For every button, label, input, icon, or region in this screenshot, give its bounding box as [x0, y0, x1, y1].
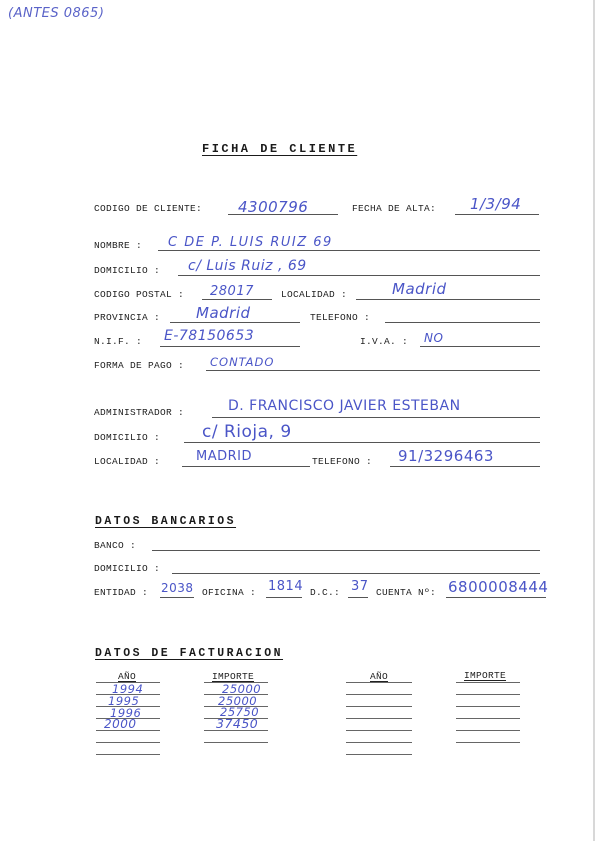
oficina-label: OFICINA :: [202, 587, 257, 598]
billing-empty-line: [456, 742, 520, 743]
billing-empty-line: [346, 742, 412, 743]
entidad-line: [160, 597, 194, 598]
dc-line: [348, 597, 368, 598]
localidad-label: LOCALIDAD :: [281, 289, 348, 300]
dc-label: D.C.:: [310, 587, 341, 598]
billing-empty-line: [204, 742, 268, 743]
billing-row-amount[interactable]: 25750: [220, 705, 260, 719]
administrador-value[interactable]: D. FRANCISCO JAVIER ESTEBAN: [228, 398, 461, 414]
billing-row-year[interactable]: 1996: [110, 706, 142, 720]
fecha-alta-line: [455, 214, 539, 215]
billing-head-line: [456, 682, 520, 683]
billing-row-amount[interactable]: 25000: [218, 694, 258, 708]
billing-empty-line: [346, 754, 412, 755]
telefono-line: [385, 322, 540, 323]
billing-empty-line: [456, 706, 520, 707]
billing-empty-line: [456, 730, 520, 731]
banco-line: [152, 550, 540, 551]
billing-head-line: [346, 682, 412, 683]
billing-empty-line: [346, 694, 412, 695]
iva-value[interactable]: NO: [424, 331, 444, 345]
nif-label: N.I.F. :: [94, 336, 143, 347]
billing-row-year[interactable]: 1995: [108, 694, 140, 708]
bank-domicilio-label: DOMICILIO :: [94, 563, 161, 574]
billing-row-amount[interactable]: 37450: [216, 716, 259, 731]
forma-pago-value[interactable]: CONTADO: [210, 355, 275, 369]
domicilio-line: [178, 275, 540, 276]
billing-col-year-2: AÑO: [370, 671, 389, 682]
fecha-alta-value[interactable]: 1/3/94: [470, 195, 522, 213]
billing-col-amount-1: IMPORTE: [212, 671, 255, 682]
billing-col-amount-2: IMPORTE: [464, 670, 507, 681]
localidad-value[interactable]: Madrid: [392, 280, 447, 298]
corner-note: (ANTES 0865): [8, 6, 105, 21]
oficina-line: [266, 597, 302, 598]
telefono-label: TELEFONO :: [310, 312, 371, 323]
billing-col-year-1: AÑO: [118, 671, 137, 682]
billing-empty-line: [96, 754, 160, 755]
nombre-line: [158, 250, 540, 251]
entidad-label: ENTIDAD :: [94, 587, 149, 598]
forma-pago-label: FORMA DE PAGO :: [94, 360, 185, 371]
billing-empty-line: [346, 718, 412, 719]
billing-row-amount[interactable]: 25000: [222, 682, 262, 696]
nif-value[interactable]: E-78150653: [164, 328, 255, 344]
iva-label: I.V.A. :: [360, 336, 409, 347]
billing-empty-line: [346, 730, 412, 731]
nombre-value[interactable]: C DE P. LUIS RUIZ 69: [168, 235, 333, 250]
domicilio-value[interactable]: c/ Luis Ruiz , 69: [188, 258, 307, 274]
bank-section-title: DATOS BANCARIOS: [95, 515, 237, 528]
cuenta-label: CUENTA Nº:: [376, 587, 437, 598]
entidad-value[interactable]: 2038: [161, 581, 194, 595]
provincia-line: [170, 322, 300, 323]
nombre-label: NOMBRE :: [94, 240, 143, 251]
billing-empty-line: [456, 718, 520, 719]
forma-pago-line: [206, 370, 540, 371]
billing-row-year[interactable]: 2000: [104, 717, 137, 731]
admin-domicilio-label: DOMICILIO :: [94, 432, 161, 443]
domicilio-label: DOMICILIO :: [94, 265, 161, 276]
administrador-line: [212, 417, 540, 418]
fecha-alta-label: FECHA DE ALTA:: [352, 203, 437, 214]
admin-domicilio-value[interactable]: c/ Rioja, 9: [202, 422, 292, 442]
admin-localidad-value[interactable]: MADRID: [196, 449, 252, 464]
billing-section-title: DATOS DE FACTURACION: [95, 647, 284, 660]
iva-line: [420, 346, 540, 347]
banco-label: BANCO :: [94, 540, 137, 551]
admin-telefono-label: TELEFONO :: [312, 456, 373, 467]
admin-domicilio-line: [184, 442, 540, 443]
cuenta-line: [446, 597, 546, 598]
admin-telefono-line: [390, 466, 540, 467]
billing-row-year[interactable]: 1994: [112, 682, 144, 696]
cuenta-value[interactable]: 6800008444: [448, 578, 549, 596]
provincia-value[interactable]: Madrid: [196, 304, 251, 322]
page-title: FICHA DE CLIENTE: [202, 142, 358, 156]
codigo-cliente-value[interactable]: 4300796: [238, 198, 309, 216]
provincia-label: PROVINCIA :: [94, 312, 161, 323]
admin-localidad-label: LOCALIDAD :: [94, 456, 161, 467]
codigo-cliente-label: CODIGO DE CLIENTE:: [94, 203, 203, 214]
admin-telefono-value[interactable]: 91/3296463: [398, 447, 494, 465]
localidad-line: [356, 299, 540, 300]
codigo-postal-line: [202, 299, 272, 300]
oficina-value[interactable]: 1814: [268, 579, 304, 594]
bank-domicilio-line: [172, 573, 540, 574]
dc-value[interactable]: 37: [351, 579, 369, 594]
billing-empty-line: [346, 706, 412, 707]
billing-empty-line: [96, 742, 160, 743]
administrador-label: ADMINISTRADOR :: [94, 407, 185, 418]
codigo-postal-value[interactable]: 28017: [210, 284, 254, 299]
codigo-postal-label: CODIGO POSTAL :: [94, 289, 185, 300]
admin-localidad-line: [182, 466, 310, 467]
nif-line: [160, 346, 300, 347]
billing-empty-line: [456, 694, 520, 695]
